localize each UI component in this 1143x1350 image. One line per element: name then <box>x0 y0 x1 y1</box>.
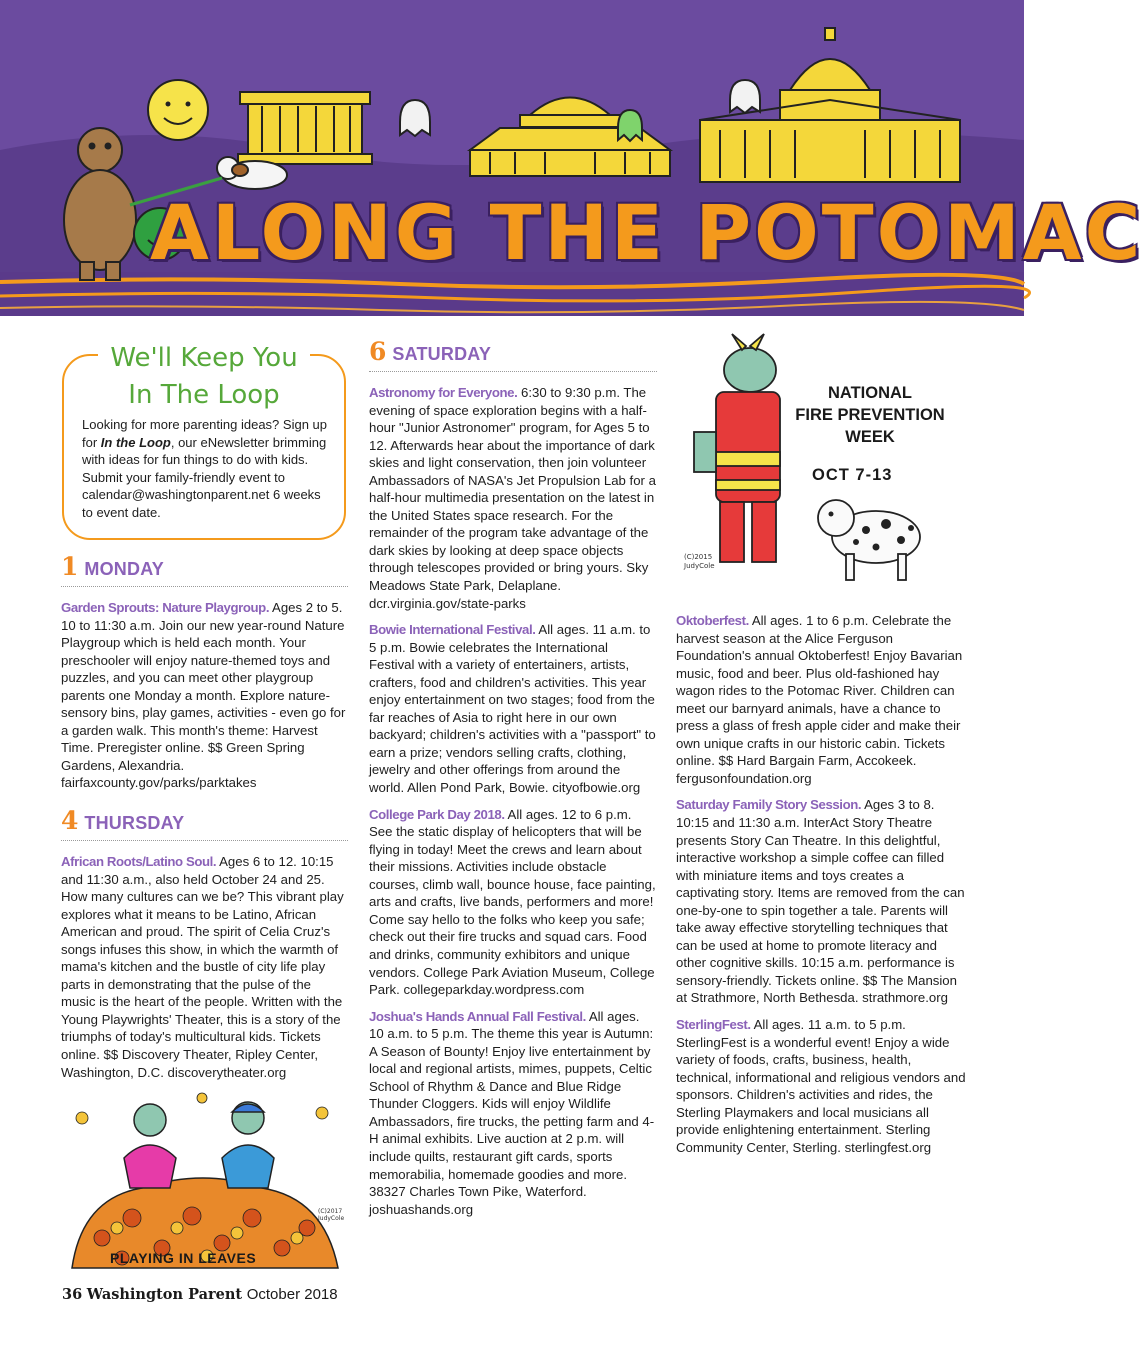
event-oktoberfest <box>676 612 966 787</box>
header-banner <box>0 0 1143 316</box>
event-title: Bowie International Festival. <box>369 622 536 638</box>
banner-title: ALONG THE POTOMAC <box>150 188 1143 277</box>
event-title: SterlingFest. <box>676 1017 751 1033</box>
fire-caption-line-3: WEEK <box>845 428 895 446</box>
event-title: Astronomy for Everyone. <box>369 385 518 400</box>
event-title: Oktoberfest. <box>676 613 749 628</box>
event-title: African Roots/Latino Soul. <box>61 854 217 870</box>
newsletter-name: In the Loop <box>100 434 171 450</box>
leaves-caption: PLAYING IN LEAVES <box>110 1250 257 1266</box>
day-number: 4 <box>61 806 79 836</box>
leaves-cartoon <box>62 1088 346 1276</box>
event-joshuas-hands <box>369 1008 657 1219</box>
event-bowie-festival <box>369 621 657 796</box>
magazine-name: Washington Parent <box>86 1286 243 1303</box>
column-2 <box>369 337 657 1227</box>
green-ghost-icon <box>618 110 642 141</box>
event-body: All ages. 11 a.m. to 5 p.m. Bowie celebrates the International Festival with a variety of entertainers, artists, crafters, food and children's activities. This year enjoy entertainment on two stages; food from the far reaches of Asia to right here in our own backyard; children's activities with a "passport" to earn a prize; vendors selling crafts, clothing, jewelry and other offerings from around the world. Allen Pond Park, Bowie. cityofbowie.org <box>369 622 656 796</box>
turtle-firefighter-icon <box>694 334 780 562</box>
leaves-copyright-year: (C)2017 <box>318 1208 343 1215</box>
newsletter-promo-box <box>62 340 346 540</box>
event-body: Ages 3 to 8. 10:15 and 11:30 a.m. InterAct Story Theatre presents Story Can Theatre. In this delightful, interactive workshop a simple coffee can filled with miniature items and toys creates a captivating story. Items are removed from the can one-by-one to spin together a tale. Parents will take away effective storytelling techniques that can be used at home to promote literacy and other cognitive skills. 10:15 a.m. performance is sensory-friendly. Tickets online. $$ The Mansion at Strathmore, North Bethesda. strathmore.org <box>676 797 965 1006</box>
column-3 <box>676 612 966 1165</box>
fire-prevention-date: OCT 7-13 <box>812 466 893 484</box>
day-name: SATURDAY <box>392 344 492 364</box>
event-body: All ages. 11 a.m. to 5 p.m. SterlingFest is a wonderful event! Enjoy a wide variety of foods, crafts, business, health, technical, informational and religious vendors and sponsors. Children's activities and rides, the Sterling Playmakers and local musicians all provide enlightening entertainment. Sterling Community Center, Sterling. sterlingfest.org <box>676 1017 966 1155</box>
event-title: Saturday Family Story Session. <box>676 797 862 813</box>
promo-title-line-2: In The Loop <box>128 380 280 410</box>
event-body: Ages 6 to 12. 10:15 and 11:30 a.m., also held October 24 and 25. How many cultures can we be? This vibrant play explores what it means to be Latino, African American and proud. The spirit of Celia Cruz's songs infuses this show, in which the warmth of mama's kitchen and the bustle of city life play parts in demonstrating that the pulse of the music is the heart of the people. Written with the Young Playwrights' Theater, this is a story of the triumphs of today's multicultural kids. Tickets online. $$ Discovery Theater, Ripley Center, Washington, D.C. discoverytheater.org <box>61 854 344 1080</box>
memorial-building-icon <box>238 92 372 164</box>
page-number: 36 <box>62 1286 83 1303</box>
day-number: 1 <box>61 552 79 581</box>
event-body: All ages. 10 a.m. to 5 p.m. The theme this year is Autumn: A Season of Bounty! Enjoy live entertainment by local and regional artists, mimes, puppets, Celtic School of Rhythm & Dance and Blue Ridge Thunder Cloggers. Kids will enjoy Wildlife Ambassadors, fire trucks, the petting farm and 4-H animal exhibits. Live auction at 2 p.m. will include quilts, restaurant gift cards, sports memorabilia, homemade goodies and more. 38327 Charles Town Pike, Waterford. joshuashands.org <box>369 1008 655 1217</box>
promo-text-after: , our eNewsletter brimming with ideas for fun things to do with kids. Submit your family-friendly event to calendar@washingtonparent.net 6 weeks to event date. <box>82 434 327 520</box>
event-body: Ages 2 to 5. 10 to 11:30 a.m. Join our new year-round Nature Playgroup which is held each month. Your preschooler will enjoy nature-themed toys and puzzles, and you can meet other playgroup parents one Monday a month. Explore nature-sensory bins, play games, activities - even go for a garden walk. This month's theme: Harvest Time. Preregister online. $$ Green Spring Gardens, Alexandria. fairfaxcounty.gov/parks/parktakes <box>61 600 346 791</box>
event-astronomy <box>369 384 657 612</box>
leaves-copyright-artist: JudyCole <box>318 1215 345 1222</box>
event-african-roots <box>61 853 348 1081</box>
event-body: All ages. 12 to 6 p.m. See the static display of helicopters that will be flying in today! Meet the crews and learn about their missions. Activities include obstacle courses, climb wall, bounce house, face painting, arts and crafts, live bands, performers and more! Come say hello to the folks who keep you safe; check out their fire trucks and squad cars. Food and drinks, community exhibitors and unique vendors. College Park Aviation Museum, College Park. collegeparkday.wordpress.com <box>369 806 656 998</box>
event-title: College Park Day 2018. <box>369 806 505 822</box>
fire-copyright-year: (C)2015 <box>684 553 713 561</box>
promo-title-line-1: We'll Keep You <box>110 343 298 373</box>
fire-copyright-artist: JudyCole <box>684 562 715 570</box>
event-title: Garden Sprouts: Nature Playgroup. <box>61 600 270 615</box>
event-garden-sprouts <box>61 599 348 792</box>
day-header-saturday <box>369 337 657 372</box>
day-name: THURSDAY <box>84 813 185 834</box>
event-sterlingfest <box>676 1016 966 1156</box>
day-header-thursday <box>61 806 348 841</box>
promo-box-title <box>98 340 310 414</box>
fire-prevention-caption <box>778 382 962 448</box>
event-title: Joshua's Hands Annual Fall Festival. <box>369 1008 586 1024</box>
fire-caption-line-2: FIRE PREVENTION <box>795 406 945 424</box>
fire-caption-line-1: NATIONAL <box>827 384 912 402</box>
event-body: 6:30 to 9:30 p.m. The evening of space exploration begins with a half-hour "Junior Astronomer" program, for Ages 5 to 12. Afterwards hear about the importance of dark skies and light conservation, then join volunteer Ambassadors of NASA's Jet Propulsion Lab for a half-hour multimedia presentation on the latest in the United States space research. For the remainder of the program take advantage of the dark skies by looking at deep space objects through telescopes provided or bring yours. Sky Meadows State Park, Delaplane. dcr.virginia.gov/state-parks <box>369 385 656 611</box>
turtle-kid-blue-icon <box>222 1102 274 1188</box>
event-college-park-day <box>369 806 657 999</box>
event-story-session <box>676 796 966 1007</box>
leaves-copyright <box>318 1208 344 1222</box>
column-1 <box>61 552 348 1090</box>
moon-icon <box>148 80 208 140</box>
promo-box-text <box>82 416 334 522</box>
dalmatian-dog-icon <box>818 500 920 580</box>
turtle-kid-pink-icon <box>124 1104 176 1188</box>
promo-text-before: Looking for more parenting ideas? Sign up for <box>82 417 327 450</box>
page-footer <box>62 1286 338 1303</box>
day-name: MONDAY <box>84 559 164 579</box>
day-header-monday <box>61 552 348 587</box>
playing-in-leaves-illustration <box>62 1088 346 1276</box>
fire-copyright <box>684 553 715 571</box>
issue-date: October 2018 <box>246 1286 338 1303</box>
day-number: 6 <box>369 337 387 366</box>
event-body: All ages. 1 to 6 p.m. Celebrate the harvest season at the Alice Ferguson Foundation's annual Oktoberfest! Enjoy Bavarian music, food and beer. Plus old-fashioned hay wagon rides to the Potomac River. Children can meet our barnyard animals, have a chance to press a glass of fresh apple cider and make their own unique crafts in our historic cabin. Tickets online. $$ Hard Bargain Farm, Accokeek. fergusonfoundation.org <box>676 613 963 786</box>
